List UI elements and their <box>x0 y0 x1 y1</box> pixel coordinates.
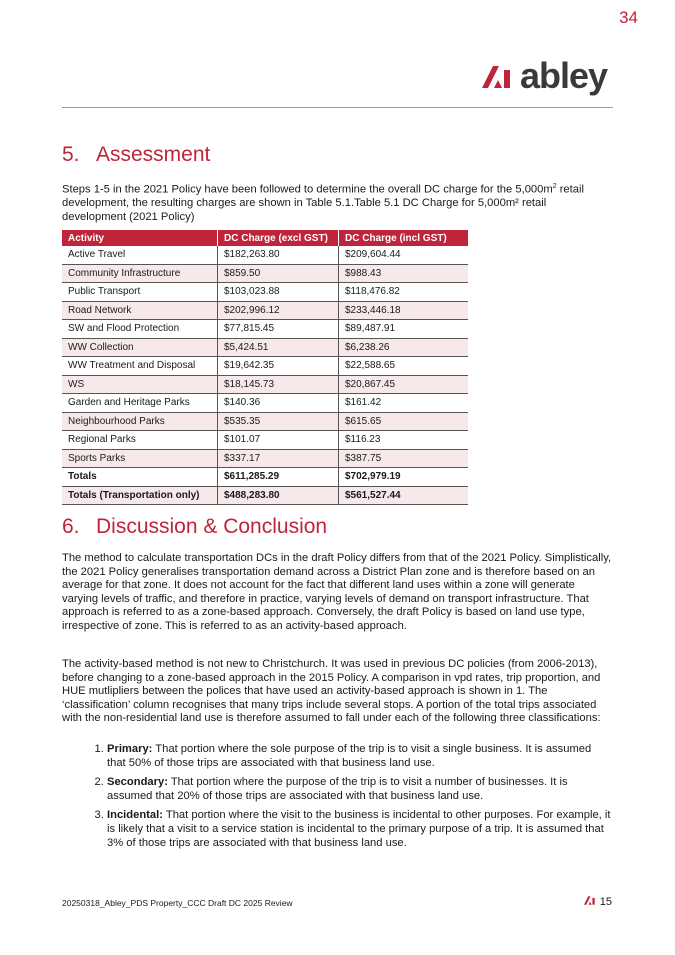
table-cell: WS <box>62 375 218 394</box>
dc-charge-table <box>62 230 468 505</box>
list-item-term: Primary: <box>107 743 153 755</box>
table-cell: $561,527.44 <box>339 486 469 505</box>
table-row <box>62 449 468 468</box>
table-cell: $101.07 <box>218 431 339 450</box>
table-cell: Totals <box>62 468 218 487</box>
table-cell: Garden and Heritage Parks <box>62 394 218 413</box>
table-cell: SW and Flood Protection <box>62 320 218 339</box>
table-row <box>62 412 468 431</box>
table-header-row <box>62 230 468 246</box>
table-row <box>62 283 468 302</box>
table-cell: $103,023.88 <box>218 283 339 302</box>
abley-logo-mark-icon <box>482 66 516 88</box>
footer-page-number-group <box>584 896 612 908</box>
table-cell: $488,283.80 <box>218 486 339 505</box>
list-item-text: That portion where the sole purpose of the trip is to visit a single business. It is assumed that 50% of those trips are associated with that business land use. <box>107 743 592 769</box>
table-cell: $702,979.19 <box>339 468 469 487</box>
table-cell: $337.17 <box>218 449 339 468</box>
table-row <box>62 264 468 283</box>
section-6-paragraph-1: The method to calculate transportation DCs in the draft Policy differs from that of the 2021 Policy. Simplistically, the 2021 Policy generalises transportation demand across a District Plan zone and is therefore based on an average for that zone. It does not account for the fact that different land uses within a zone will generate varying levels of traffic, and therefore in practice, varying levels of demand on transport infrastructure. That approach is referred to as a zone-based approach. Conversely, the draft Policy is based on land use type, irrespective of zone. This is referred to as an activity-based approach. <box>62 552 612 632</box>
table-cell: $535.35 <box>218 412 339 431</box>
table-cell: $5,424.51 <box>218 338 339 357</box>
table-cell: $20,867.45 <box>339 375 469 394</box>
top-page-number: 34 <box>619 8 638 27</box>
list-item <box>107 743 612 770</box>
table-cell: $116.23 <box>339 431 469 450</box>
section-6-paragraph-2: The activity-based method is not new to Christchurch. It was used in previous DC policies (from 2006-2013), before changing to a zone-based approach in the 2015 Policy. A comparison in vpd rates, trip proportion, and HUE mutlipliers between the polices that have used an activity-based approach is shown in 1. The ‘classification’ column recognises that many trips include several stops. A portion of the total trips associated with the non-residential land use is therefore assumed to fall under each of the following three classifications: <box>62 658 601 725</box>
table-cell: $202,996.12 <box>218 301 339 320</box>
table-cell: $6,238.26 <box>339 338 469 357</box>
table-cell: $859.50 <box>218 264 339 283</box>
table-cell: Totals (Transportation only) <box>62 486 218 505</box>
intro-superscript: 2 <box>552 183 557 190</box>
list-item-text: That portion where the visit to the business is incidental to other purposes. For example, it is likely that a visit to a service station is incidental to the primary purpose of a trip. It is assumed that 3% of those trips are associated with that business land use. <box>107 809 611 849</box>
section-6-title: Discussion & Conclusion <box>96 515 328 538</box>
list-item-term: Incidental: <box>107 809 163 822</box>
table-cell: $209,604.44 <box>339 246 469 264</box>
list-item-term: Secondary: <box>107 776 168 789</box>
table-header-incl-gst: DC Charge (incl GST) <box>339 230 469 246</box>
table-row <box>62 320 468 339</box>
table-row <box>62 357 468 376</box>
table-row-totals <box>62 468 468 487</box>
table-cell: Regional Parks <box>62 431 218 450</box>
table-cell: Neighbourhood Parks <box>62 412 218 431</box>
table-row <box>62 246 468 264</box>
table-cell: WW Collection <box>62 338 218 357</box>
table-cell: Road Network <box>62 301 218 320</box>
list-item-text: That portion where the purpose of the trip is to visit a number of businesses. It is assumed that 20% of those trips are associated with that business land use. <box>107 776 568 802</box>
table-cell: $77,815.45 <box>218 320 339 339</box>
footer-page-number: 15 <box>599 896 612 908</box>
list-item <box>107 809 612 850</box>
section-5-intro <box>62 180 612 225</box>
intro-text: Steps 1-5 in the 2021 Policy have been followed to determine the overall DC charge for the 5,000m <box>62 183 553 196</box>
table-header-activity: Activity <box>62 230 218 246</box>
table-cell: $182,263.80 <box>218 246 339 264</box>
table-header-excl-gst: DC Charge (excl GST) <box>218 230 339 246</box>
table-cell: $18,145.73 <box>218 375 339 394</box>
table-cell: $611,285.29 <box>218 468 339 487</box>
list-item <box>107 776 612 803</box>
classification-list <box>62 743 612 856</box>
section-5-title: Assessment <box>96 143 211 166</box>
table-cell: $140.36 <box>218 394 339 413</box>
table-cell: $19,642.35 <box>218 357 339 376</box>
intro-text-rest: retail development, the resulting charges are shown in Table 5.1.Table 5.1 DC Charge for 5,000m² retail development (2021 Policy) <box>62 183 584 223</box>
table-cell: $118,476.82 <box>339 283 469 302</box>
table-cell: WW Treatment and Disposal <box>62 357 218 376</box>
table-row <box>62 431 468 450</box>
table-cell: $988.43 <box>339 264 469 283</box>
table-row <box>62 338 468 357</box>
table-cell: $89,487.91 <box>339 320 469 339</box>
footer-document-reference: 20250318_Abley_PDS Property_CCC Draft DC 2025 Review <box>62 898 293 908</box>
table-row <box>62 301 468 320</box>
table-cell: $615.65 <box>339 412 469 431</box>
table-cell: $387.75 <box>339 449 469 468</box>
table-cell: Community Infrastructure <box>62 264 218 283</box>
section-5-number: 5. <box>62 143 80 166</box>
header-divider <box>62 107 613 108</box>
table-cell: $22,588.65 <box>339 357 469 376</box>
abley-logo-text: abley <box>519 55 607 96</box>
table-row <box>62 394 468 413</box>
table-row-totals-transport <box>62 486 468 505</box>
table-cell: $233,446.18 <box>339 301 469 320</box>
section-5-heading <box>62 143 210 167</box>
table-cell: Sports Parks <box>62 449 218 468</box>
table-cell: Active Travel <box>62 246 218 264</box>
table-cell: $161.42 <box>339 394 469 413</box>
section-6-number: 6. <box>62 515 80 538</box>
abley-mark-icon <box>584 896 600 908</box>
section-6-heading <box>62 515 327 539</box>
table-cell: Public Transport <box>62 283 218 302</box>
table-row <box>62 375 468 394</box>
abley-logo <box>482 55 607 96</box>
